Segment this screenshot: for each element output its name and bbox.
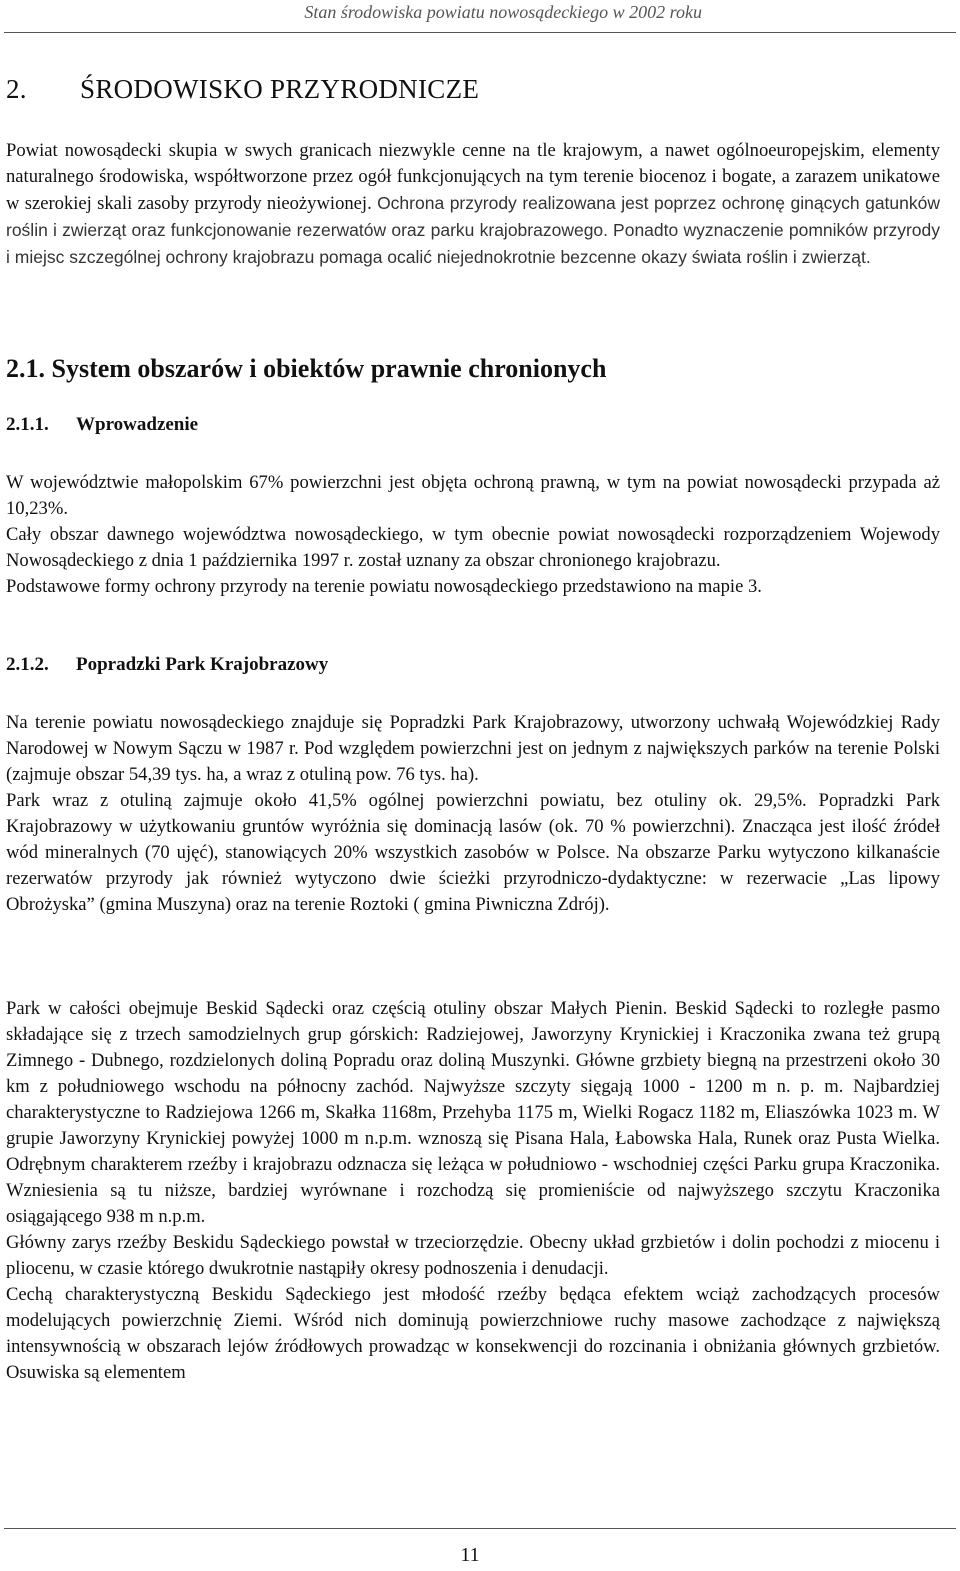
paragraph: Na terenie powiatu nowosądeckiego znajduje się Popradzki Park Krajobrazowy, utworzony uchwałą Wojewódzkiej Rady Narodowej w Nowym Sączu w 1987 r. Pod względem powierzchni jest on jednym z największych parków na terenie Polski (zajmuje obszar 54,39 tys. ha, a wraz z otuliną pow. 76 tys. ha). bbox=[6, 712, 940, 785]
intro-p1-text: Powiat nowosądecki skupia w swych granicach niezwykle cenne na tle krajowym, a nawet ogólnoeuropejskim, elementy naturalnego środowiska, współtworzone przez ogół funkcjonujących na tym terenie biocenoz i bogate, a zarazem unikatowe w szerokiej skali zasoby przyrody nieożywionej. bbox=[6, 140, 940, 214]
header-rule bbox=[4, 32, 956, 33]
paragraph: Cechą charakterystyczną Beskidu Sądeckiego jest młodość rzeźby będąca efektem wciąż zachodzących procesów modelujących powierzchnię Ziemi. Wśród nich dominują powierzchniowe ruchy masowe zachodzące z największą intensywnością w obszarach lejów źródłowych prowadząc w konsekwencji do rozcinania i obniżania głównych grzbietów. Osuwiska są elementem bbox=[6, 1284, 940, 1383]
chapter-title-text: ŚRODOWISKO PRZYRODNICZE bbox=[80, 74, 480, 104]
section-2-1-heading: 2.1. System obszarów i obiektów prawnie chronionych bbox=[6, 354, 607, 383]
intro-paragraph-1 bbox=[6, 138, 940, 271]
intro-p2-text: Ochrona przyrody realizowana jest poprzez ochronę ginących gatunków roślin i zwierząt oraz funkcjonowanie rezerwatów oraz parku krajobrazowego. bbox=[6, 193, 940, 240]
page-number: 11 bbox=[460, 1544, 480, 1566]
paragraph: Park wraz z otuliną zajmuje około 41,5% ogólnej powierzchni powiatu, bez otuliny ok. 29,5%. Popradzki Park Krajobrazowy w użytkowaniu gruntów wyróżnia się dominacją lasów (ok. 70 % powierzchni). Znacząca jest ilość źródeł wód mineralnych (70 ujęć), stanowiących 20% wszystkich zasobów w Polsce. Na obszarze Parku wytyczono kilkanaście rezerwatów przyrody jak również wytyczono dwie ścieżki przyrodniczo-dydaktyczne: w rezerwacie „Las lipowy Obrożyska” (gmina Muszyna) oraz na terenie Roztoki ( gmina Piwniczna Zdrój). bbox=[6, 790, 940, 915]
chapter-title bbox=[6, 74, 479, 105]
section-2-1-2-number: 2.1.2. bbox=[6, 654, 49, 675]
intro-p3-text: Ponadto wyznaczenie pomników przyrody i miejsc szczególnej ochrony krajobrazu pomaga ocalić niejednokrotnie bezcenne okazy świata roślin i zwierząt. bbox=[6, 220, 940, 267]
section-2-1-1-title: Wprowadzenie bbox=[76, 414, 199, 435]
intro-text bbox=[6, 138, 940, 271]
running-header: Stan środowiska powiatu nowosądeckiego w 2002 roku bbox=[304, 2, 702, 22]
paragraph: W województwie małopolskim 67% powierzchni jest objęta ochroną prawną, w tym na powiat nowosądecki przypada aż 10,23%. bbox=[6, 472, 940, 519]
paragraph: Główny zarys rzeźby Beskidu Sądeckiego powstał w trzeciorzędzie. Obecny układ grzbietów i dolin pochodzi z miocenu i pliocenu, w czasie którego dwukrotnie nastąpiły okresy podnoszenia i denudacji. bbox=[6, 1232, 940, 1279]
chapter-number: 2. bbox=[6, 74, 27, 104]
paragraph: Park w całości obejmuje Beskid Sądecki oraz częścią otuliny obszar Małych Pienin. Beskid Sądecki to rozległe pasmo składające się z trzech samodzielnych grup górskich: Radziejowej, Jaworzyny Krynickiej i Kraczonika zwana też grupą Zimnego - Dubnego, rozdzielonych doliną Popradu oraz doliną Muszynki. Główne grzbiety biegną na przestrzeni około 30 km z południowego wschodu na północny zachód. Najwyższe szczyty sięgają 1000 - 1200 m n. p. m. Najbardziej charakterystyczne to Radziejowa 1266 m, Skałka 1168m, Przehyba 1175 m, Wielki Rogacz 1182 m, Eliaszówka 1023 m. W grupie Jaworzyny Krynickiej powyżej 1000 m n.p.m. wznoszą się Pisana Hala, Łabowska Hala, Runek oraz Pusta Wielka. Odrębnym charakterem rzeźby i krajobrazu odznacza się leżąca w południowo - wschodniej części Parku grupa Kraczonika. Wzniesienia są tu niższe, bardziej wyrównane i rozchodzą się promieniście od najwyższego szczytu Kraczonika osiągającego 938 m n.p.m. bbox=[6, 998, 940, 1227]
section-2-1-1-heading bbox=[6, 414, 198, 436]
section-2-1-2-body-b bbox=[6, 996, 940, 1386]
section-2-1-2-title: Popradzki Park Krajobrazowy bbox=[76, 654, 329, 675]
paragraph: Podstawowe formy ochrony przyrody na terenie powiatu nowosądeckiego przedstawiono na mapie 3. bbox=[6, 576, 762, 597]
section-2-1-1-body bbox=[6, 470, 940, 600]
section-2-1-1-number: 2.1.1. bbox=[6, 414, 49, 435]
section-2-1-2-body-a bbox=[6, 710, 940, 918]
section-2-1-2-heading bbox=[6, 654, 328, 676]
paragraph: Cały obszar dawnego województwa nowosądeckiego, w tym obecnie powiat nowosądecki rozporządzeniem Wojewody Nowosądeckiego z dnia 1 października 1997 r. został uznany za obszar chronionego krajobrazu. bbox=[6, 524, 940, 571]
footer-rule bbox=[4, 1528, 956, 1529]
